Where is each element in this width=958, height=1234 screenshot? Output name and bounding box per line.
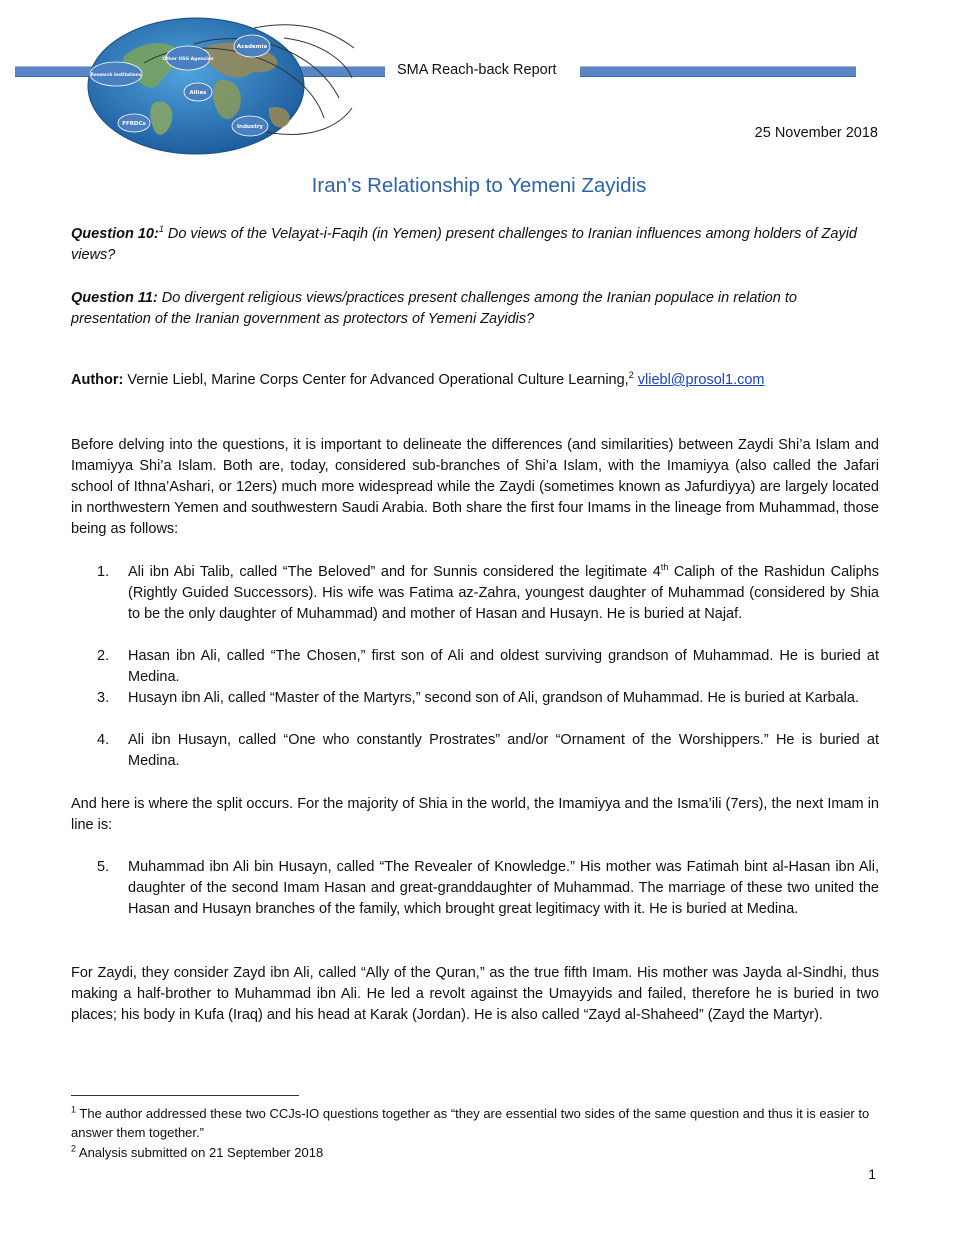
logo-label-academia: Academia bbox=[236, 44, 268, 50]
question-10-label: Question 10: bbox=[71, 226, 159, 242]
list-text: Muhammad ibn Ali bin Husayn, called “The Revealer of Knowledge.” His mother was Fatimah bint al-Hasan ibn Ali, daughter of the second Imam Hasan and great-granddaughter of Muhammad. The marriage of these two united the Hasan and Husayn branches of the family, which brought great legitimacy with it. He is buried at Medina. bbox=[128, 859, 879, 917]
page-number: 1 bbox=[868, 1166, 876, 1182]
question-11-label: Question 11: bbox=[71, 290, 158, 306]
list-item bbox=[97, 857, 879, 920]
list-text: Ali ibn Abi Talib, called “The Beloved” and for Sunnis considered the legitimate 4th Caliph of the Rashidun Caliphs (Rightly Guided Successors). His wife was Fatima az-Zahra, youngest daughter of Muhammad (considered by Shia to be the only daughter of Muhammad) and mother of Hasan and Husayn. He is buried at Najaf. bbox=[128, 562, 880, 622]
list-item bbox=[97, 562, 879, 625]
logo-label-research: Research Institutions bbox=[90, 72, 142, 77]
footnote-ref-1[interactable]: 1 bbox=[158, 224, 164, 235]
logo-label-usg: Other USG Agencies bbox=[162, 57, 214, 62]
question-11 bbox=[71, 288, 879, 330]
list-text: Hasan ibn Ali, called “The Chosen,” first son of Ali and oldest surviving grandson of Muhammad. He is buried at Medina. bbox=[128, 648, 879, 685]
list-number: 1. bbox=[97, 564, 110, 580]
list-number: 2. bbox=[97, 648, 110, 664]
list-number: 4. bbox=[97, 732, 110, 748]
footnote-number: 2 bbox=[71, 1143, 77, 1154]
page-title: Iran’s Relationship to Yemeni Zayidis bbox=[311, 174, 647, 197]
logo-label-ffrdcs: FFRDCs bbox=[122, 121, 146, 127]
footnote-2 bbox=[71, 1143, 879, 1162]
header-bar-right bbox=[580, 66, 856, 77]
question-11-text: Do divergent religious views/practices present challenges among the Iranian populace in relation to presentation of the Iranian government as protectors of Yemeni Zayidis? bbox=[71, 290, 797, 327]
question-10-text: Do views of the Velayat-i-Faqih (in Yemen) present challenges to Iranian influences among holders of Zayid views? bbox=[71, 226, 857, 263]
footnote-separator bbox=[71, 1095, 299, 1096]
footnote-text: The author addressed these two CCJs-IO questions together as “they are essential two sides of the same question and thus it is easier to answer them together.” bbox=[71, 1106, 870, 1140]
report-name: SMA Reach-back Report bbox=[397, 62, 557, 78]
list-number: 5. bbox=[97, 859, 110, 875]
split-paragraph: And here is where the split occurs. For the majority of Shia in the world, the Imamiyya and the Isma’ili (7ers), the next Imam in line is: bbox=[71, 796, 879, 833]
list-item bbox=[97, 646, 879, 688]
footnote-1 bbox=[71, 1104, 879, 1142]
author-email-link[interactable]: vliebl@prosol1.com bbox=[637, 372, 765, 388]
footnote-ref-2[interactable]: 2 bbox=[628, 370, 634, 381]
logo-label-industry: Industry bbox=[236, 124, 264, 130]
footnote-text: Analysis submitted on 21 September 2018 bbox=[76, 1145, 324, 1160]
list-text: Ali ibn Husayn, called “One who constantly Prostrates” and/or “Ornament of the Worshippers.” He is buried at Medina. bbox=[128, 732, 879, 769]
author-line bbox=[71, 370, 879, 391]
question-10 bbox=[71, 224, 879, 266]
report-date: 25 November 2018 bbox=[754, 125, 878, 141]
logo-label-allies: Allies bbox=[189, 90, 207, 96]
list-number: 3. bbox=[97, 690, 110, 706]
author-text: Vernie Liebl, Marine Corps Center for Advanced Operational Culture Learning, bbox=[123, 372, 629, 388]
intro-paragraph: Before delving into the questions, it is important to delineate the differences (and similarities) between Zaydi Shi’a Islam and Imamiyya Shi’a Islam. Both are, today, considered sub-branches of Shi’a Islam, with the Imamiyya (also called the Jafari school of Ithna’Ashari, or 12ers) much more widespread while the Zaydi (sometimes known as Jafurdiyya) are largely located in northwestern Yemen and southwestern Saudi Arabia. Both share the first four Imams in the lineage from Muhammad, those being as follows: bbox=[71, 437, 879, 537]
list-text: Husayn ibn Ali, called “Master of the Martyrs,” second son of Ali, grandson of Muhammad. He is buried at Karbala. bbox=[128, 690, 859, 706]
list-item bbox=[97, 688, 879, 709]
list-item bbox=[97, 730, 879, 772]
author-label: Author: bbox=[71, 372, 124, 388]
zaydi-paragraph: For Zaydi, they consider Zayd ibn Ali, called “Ally of the Quran,” as the true fifth Imam. His mother was Jayda al-Sindhi, thus making a half-brother to Muhammad ibn Ali. He led a revolt against the Umayyids and failed, therefore he is buried in two places; his body in Kufa (Iraq) and his head at Karak (Jordan). He is also called “Zayd al-Shaheed” (Zayd the Martyr). bbox=[71, 965, 879, 1023]
footnote-number: 1 bbox=[71, 1104, 77, 1115]
sma-globe-logo bbox=[84, 8, 374, 158]
